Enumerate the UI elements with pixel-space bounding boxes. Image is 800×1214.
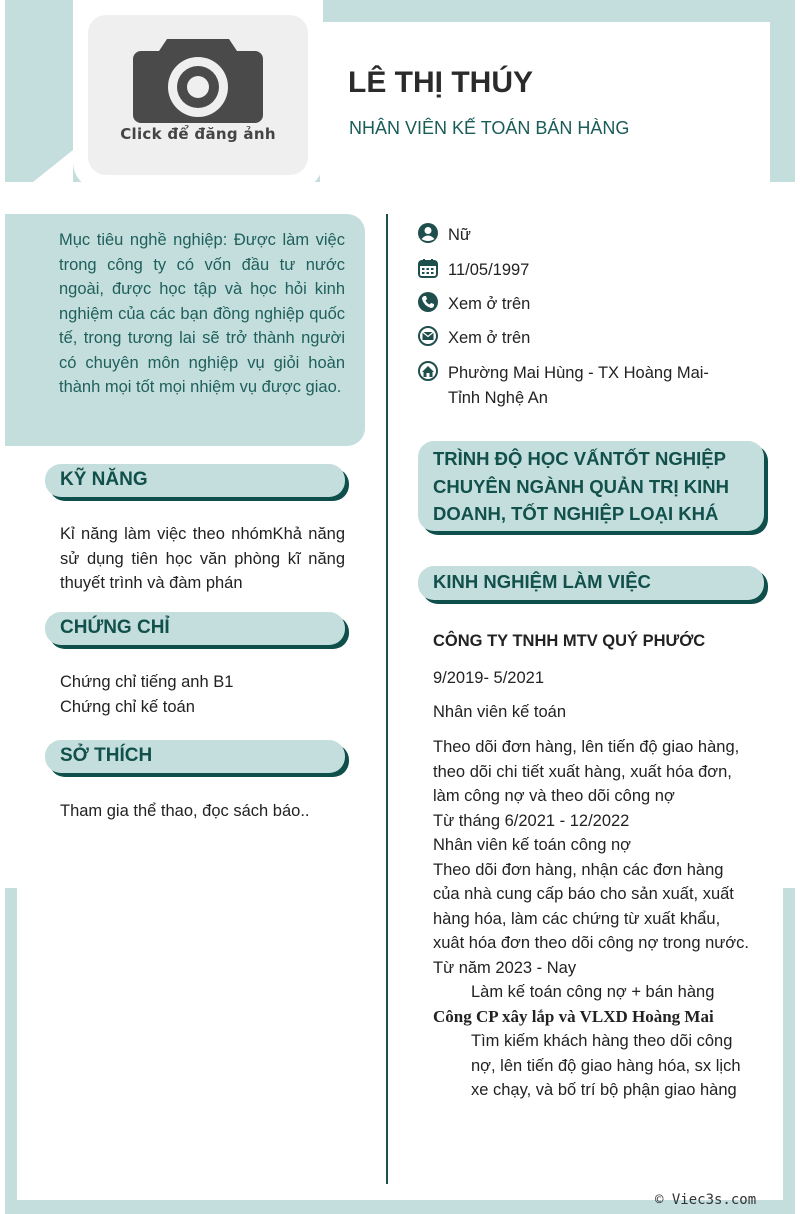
- certificate-item: Chứng chỉ tiếng anh B1: [60, 673, 234, 691]
- photo-frame-notch: [33, 150, 73, 182]
- hobbies-heading: [45, 740, 345, 773]
- description-2: Theo dõi đơn hàng, nhận các đơn hàng của nhà cung cấp báo cho sản xuất, xuất hàng hóa, làm các chứng từ xuất khẩu, xuât hóa đơn theo dõi công nợ trong nước.: [433, 860, 749, 952]
- hobbies-text: Tham gia thể thao, đọc sách báo..: [60, 802, 310, 820]
- envelope-icon: [418, 326, 438, 346]
- phone-value: Xem ở trên: [448, 295, 531, 313]
- gender-value: Nữ: [448, 226, 471, 244]
- home-icon: [418, 361, 438, 381]
- education-title: TRÌNH ĐỘ HỌC VẤNTỐT NGHIỆP CHUYÊN NGÀNH QUẢN TRỊ KINH DOANH, TỐT NGHIỆP LOẠI KHÁ: [433, 448, 729, 524]
- experience-heading: [418, 566, 764, 600]
- company-1: CÔNG TY TNHH MTV QUÝ PHƯỚC: [433, 632, 706, 650]
- copyright-footer: © Viec3s.com: [655, 1192, 757, 1208]
- email-value: Xem ở trên: [448, 329, 531, 347]
- company-3: Công CP xây lắp và VLXD Hoàng Mai: [433, 1006, 714, 1026]
- period-2: Từ tháng 6/2021 - 12/2022: [433, 811, 630, 830]
- experience-title: KINH NGHIỆM LÀM VIỆC: [433, 571, 651, 592]
- period-1: 9/2019- 5/2021: [433, 669, 545, 687]
- hobbies-title: SỞ THÍCH: [60, 745, 153, 766]
- address-value: Phường Mai Hùng - TX Hoàng Mai- Tỉnh Nghệ An: [448, 364, 709, 407]
- header-panel: [320, 22, 770, 182]
- camera-icon: [133, 39, 263, 123]
- birthday-value: 11/05/1997: [448, 261, 530, 279]
- certificates-list: [60, 670, 345, 719]
- calendar-icon: [418, 258, 438, 278]
- phone-icon: [418, 292, 438, 312]
- skills-title: KỸ NĂNG: [60, 469, 148, 490]
- skills-heading: [45, 464, 345, 497]
- role-3: Làm kế toán công nợ + bán hàng: [471, 983, 715, 1001]
- user-icon: [418, 223, 438, 243]
- photo-upload-label: Click để đăng ảnh: [120, 125, 276, 143]
- certificates-heading: [45, 612, 345, 645]
- education-heading: [418, 441, 764, 531]
- description-3: Tìm kiếm khách hàng theo dõi công nợ, lên tiến độ giao hàng hóa, sx lịch xe chạy, và bố trí bộ phận giao hàng: [471, 1032, 741, 1099]
- column-divider: [386, 214, 388, 1184]
- photo-upload[interactable]: [88, 15, 308, 175]
- certificate-item: Chứng chỉ kế toán: [60, 697, 195, 716]
- period-3: Từ năm 2023 - Nay: [433, 958, 577, 977]
- experience-details: [433, 735, 751, 1103]
- career-objective-box: [5, 214, 365, 446]
- role-1: Nhân viên kế toán: [433, 703, 567, 721]
- certificates-title: CHỨNG CHỈ: [60, 617, 170, 638]
- career-objective-text: Mục tiêu nghề nghiệp: Được làm việc trong công ty có vốn đầu tư nước ngoài, được học tập và học hỏi kinh nghiệm của các bạn đồng nghiệp quốc tế, trong tương lai sẽ trở thành người có chuyên môn nghiệp vụ giỏi hoàn thành mọi tốt mọi nhiệm vụ được giao.: [59, 231, 345, 396]
- description-1: Theo dõi đơn hàng, lên tiến độ giao hàng, theo dõi chi tiết xuất hàng, xuất hóa đơn, làm công nợ và theo dõi công nợ: [433, 738, 740, 805]
- skills-text: Kỉ năng làm việc theo nhómKhả năng sử dụng tiên học văn phòng kĩ năng thuyết trình và đàm phán: [60, 525, 345, 592]
- job-title: NHÂN VIÊN KẾ TOÁN BÁN HÀNG: [349, 118, 630, 138]
- role-2: Nhân viên kế toán công nợ: [433, 836, 631, 854]
- candidate-name: LÊ THỊ THÚY: [348, 66, 533, 99]
